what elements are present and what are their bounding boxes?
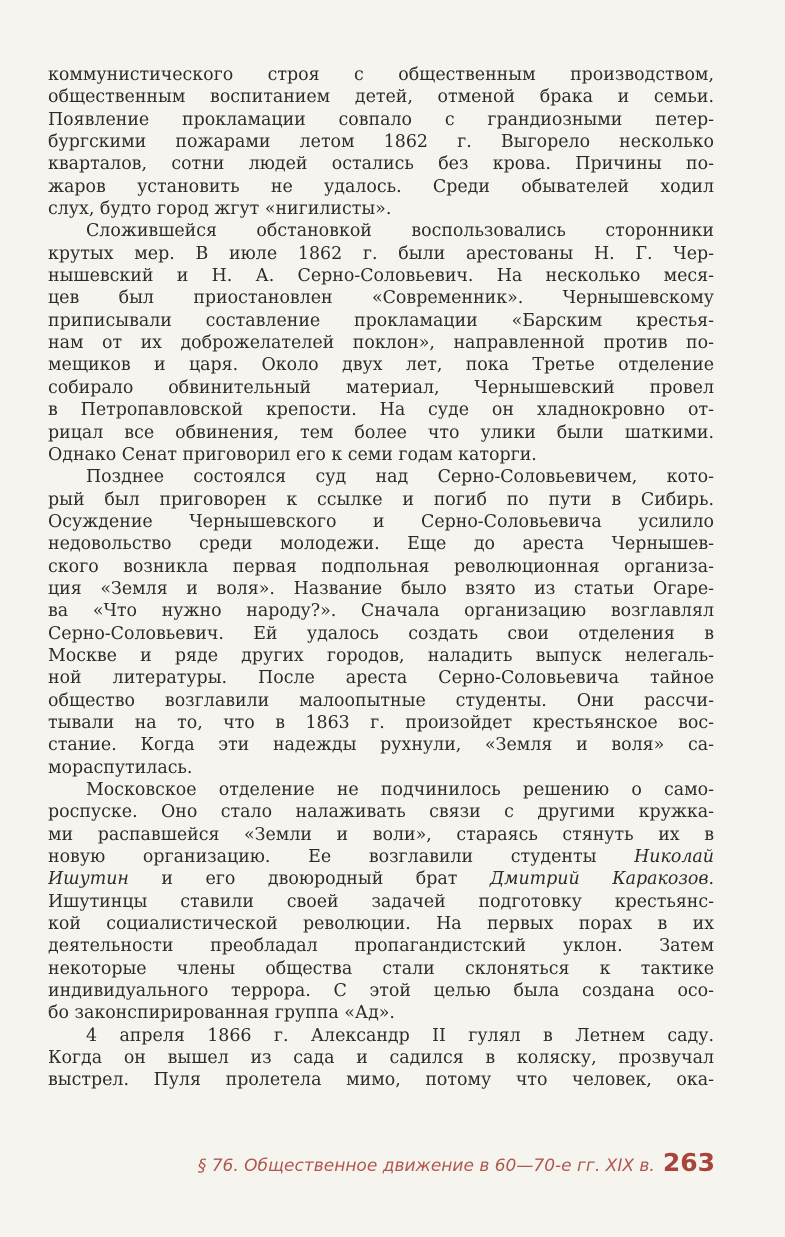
text-line: приписывали составление прокламации «Барским крестья- [48,310,714,331]
text-line: деятельности преобладал пропагандистский уклон. Затем [48,936,714,957]
text-line: Серно-Соловьевич. Ей удалось создать свои отделения в [48,623,714,644]
text-line: бо законспирированная группа «Ад». [48,1003,395,1024]
text-line: Позднее состоялся суд над Серно-Соловьевичем, кото- [86,467,714,488]
text-line: в Петропавловской крепости. На суде он хладнокровно от- [48,400,714,421]
text-line: Появление прокламации совпало с грандиозными петер- [48,109,714,130]
text-line: Московское отделение не подчинилось решению о само- [86,780,714,800]
text-line: рицал все обвинения, тем более что улики были шаткими. [48,422,714,443]
text-line: коммунистического строя с общественным производством, [48,65,714,85]
text-line: Ишутинцы ставили своей задачей подготовку крестьянс- [48,891,714,912]
page-body [48,64,714,1092]
text-line: ского возникла первая подпольная революционная организа- [48,556,714,577]
paragraph-3 [48,466,714,779]
page-number: 263 [662,1148,715,1177]
text-line: Москве и ряде других городов, наладить выпуск нелегаль- [48,645,714,666]
text-line: слух, будто город жгут «нигилисты». [48,199,392,220]
text-line: роспуске. Оно стало налаживать связи с другими кружка- [48,802,714,823]
text-line: мораспутилась. [48,757,193,778]
text-line: Когда он вышел из сада и садился в коляску, прозвучал [48,1048,714,1069]
text-line: индивидуального террора. С этой целью была создана осо- [48,981,714,1002]
text-line: ция «Земля и воля». Название было взято из статьи Огаре- [48,578,714,599]
text-line: тывали на то, что в 1863 г. произойдет крестьянское вос- [48,712,714,733]
text-line: кварталов, сотни людей остались без крова. Причины по- [48,154,714,175]
text-line: новую организацию. Ее возглавили студенты Николай [48,847,714,868]
text-line: недовольство среди молодежи. Еще до ареста Чернышев- [48,534,714,555]
text-line: Ишутин и его двоюродный брат Дмитрий Каракозов. [48,869,714,890]
text-line: цев был приостановлен «Современник». Чернышевскому [48,288,714,309]
text-line: ми распавшейся «Земли и воли», стараясь стянуть их в [48,824,714,845]
text-line: жаров установить не удалось. Среди обывателей ходил [48,176,714,197]
text-line: общественным воспитанием детей, отменой брака и семьи. [48,87,714,108]
paragraph-1 [48,64,714,220]
text-line: мещиков и царя. Около двух лет, пока Третье отделение [48,355,714,376]
text-line: Однако Сенат приговорил его к семи годам каторги. [48,444,537,465]
text-line: нам от их доброжелателей поклон», направленной против по- [48,333,714,354]
text-line: некоторые члены общества стали склоняться к тактике [48,958,714,979]
text-line: рый был приговорен к ссылке и погиб по пути в Сибирь. [48,489,714,510]
text-line: нышевский и Н. А. Серно-Соловьевич. На несколько меся- [48,266,714,287]
text-line: общество возглавили малоопытные студенты. Они рассчи- [48,690,714,711]
text-line: выстрел. Пуля пролетела мимо, потому что человек, ока- [48,1070,714,1091]
text-line: Сложившейся обстановкой воспользовались сторонники [86,221,714,242]
text-line: стание. Когда эти надежды рухнули, «Земля и воля» са- [48,735,714,756]
paragraph-5 [48,1025,714,1092]
text-line: собирало обвинительный материал, Чернышевский провел [48,377,714,398]
paragraph-4 [48,779,714,1025]
text-line: Осуждение Чернышевского и Серно-Соловьевича усилило [48,511,714,532]
text-line: 4 апреля 1866 г. Александр II гулял в Летнем саду. [86,1025,714,1046]
text-line: бургскими пожарами летом 1862 г. Выгорело несколько [48,132,714,153]
text-line: ва «Что нужно народу?». Сначала организацию возглавлял [48,601,714,622]
text-line: ной литературы. После ареста Серно-Соловьевича тайное [48,668,714,689]
page-footer [175,1148,715,1178]
paragraph-2 [48,220,714,466]
running-footer-title: § 76. Общественное движение в 60—70-е гг. XIX в. [197,1156,655,1176]
text-line: кой социалистической революции. На первых порах в их [48,914,714,935]
text-line: крутых мер. В июле 1862 г. были арестованы Н. Г. Чер- [48,243,714,264]
